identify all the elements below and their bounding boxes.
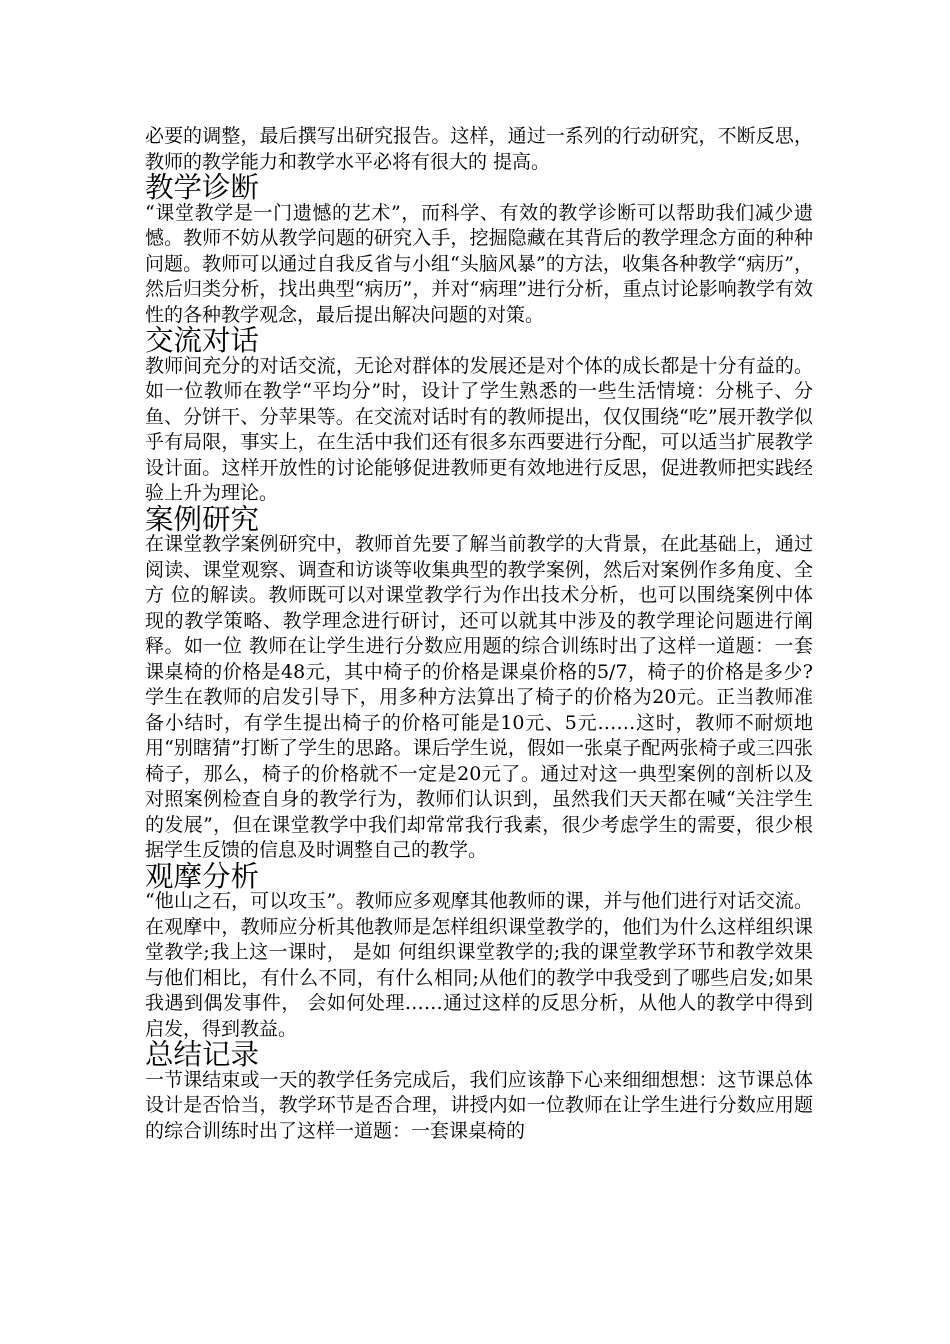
intro-paragraph: 必要的调整，最后撰写出研究报告。这样，通过一系列的行动研究，不断反思，教师的教学能力和教学水平必将有很大的 提高。 [145,125,813,173]
document-page [145,124,813,1144]
section-body-summary: 一节课结束或一天的教学任务完成后，我们应该静下心来细细想想：这节课总体设计是否恰当，教学环节是否合理，讲授内如一位教师在让学生进行分数应用题的综合训练时出了这样一道题：一套课桌椅的 [145,1068,813,1142]
section-body-dialogue: 教师间充分的对话交流，无论对群体的发展还是对个体的成长都是十分有益的。如一位教师在教学“平均分”时，设计了学生熟悉的一些生活情境：分桃子、分鱼、分饼干、分苹果等。在交流对话时有的教师提出，仅仅围绕“吃”展开教学似乎有局限，事实上，在生活中我们还有很多东西要进行分配，可以适当扩展教学设计面。这样开放性的讨论能够促进教师更有效地进行反思，促进教师把实践经验上升为理论。 [145,354,813,504]
section-heading-case-study: 案例研究 [145,502,260,536]
section-body-diagnosis: “课堂教学是一门遗憾的艺术”，而科学、有效的教学诊断可以帮助我们减少遗憾。教师不妨从教学问题的研究入手，挖掘隐藏在其背后的教学理念方面的种种问题。教师可以通过自我反省与小组“头脑风暴”的方法，收集各种教学“病历”，然后归类分析，找出典型“病历”，并对“病理”进行分析，重点讨论影响教学有效性的各种教学观念，最后提出解决问题的对策。 [145,201,813,326]
section-heading-summary: 总结记录 [145,1038,260,1071]
section-heading-observation: 观摩分析 [145,859,260,893]
section-body-observation: “他山之石，可以攻玉”。教师应多观摩其他教师的课，并与他们进行对话交流。在观摩中，教师应分析其他教师是怎样组织课堂教学的，他们为什么这样组织课堂教学;我上这一课时， 是如 何组织课堂教学的;我的课堂教学环节和教学效果与他们相比，有什么不同，有什么相同;从他们的教学中我受到了哪些启发;如果我遇到偶发事件， 会如何处理……通过这样的反思分析，从他人的教学中得到启发，得到教益。 [145,890,813,1040]
section-body-case-study: 在课堂教学案例研究中，教师首先要了解当前教学的大背景，在此基础上，通过阅读、课堂观察、调查和访谈等收集典型的教学案例，然后对案例作多角度、全方 位的解读。教师既可以对课堂教学行为作出技术分析，也可以围绕案例中体现的教学策略、教学理念进行研讨，还可以就其中涉及的教学理论问题进行阐释。如一位 教师在让学生进行分数应用题的综合训练时出了这样一道题：一套课桌椅的价格是48元，其中椅子的价格是课桌价格的5/7，椅子的价格是多少?学生在教师的启发引导下，用多种方法算出了椅子的价格为20元。正当教师准备小结时，有学生提出椅子的价格可能是10元、5元……这时，教师不耐烦地用“别瞎猜”打断了学生的思路。课后学生说，假如一张桌子配两张椅子或三四张椅子，那么，椅子的价格就不一定是20元了。通过对这一典型案例的剖析以及对照案例检查自身的教学行为，教师们认识到，虽然我们天天都在喊“关注学生的发展”，但在课堂教学中我们却常常我行我素，很少考虑学生的需要，很少根据学生反馈的信息及时调整自己的教学。 [145,533,813,861]
section-heading-dialogue: 交流对话 [145,324,260,357]
section-heading-diagnosis: 教学诊断 [145,171,260,204]
